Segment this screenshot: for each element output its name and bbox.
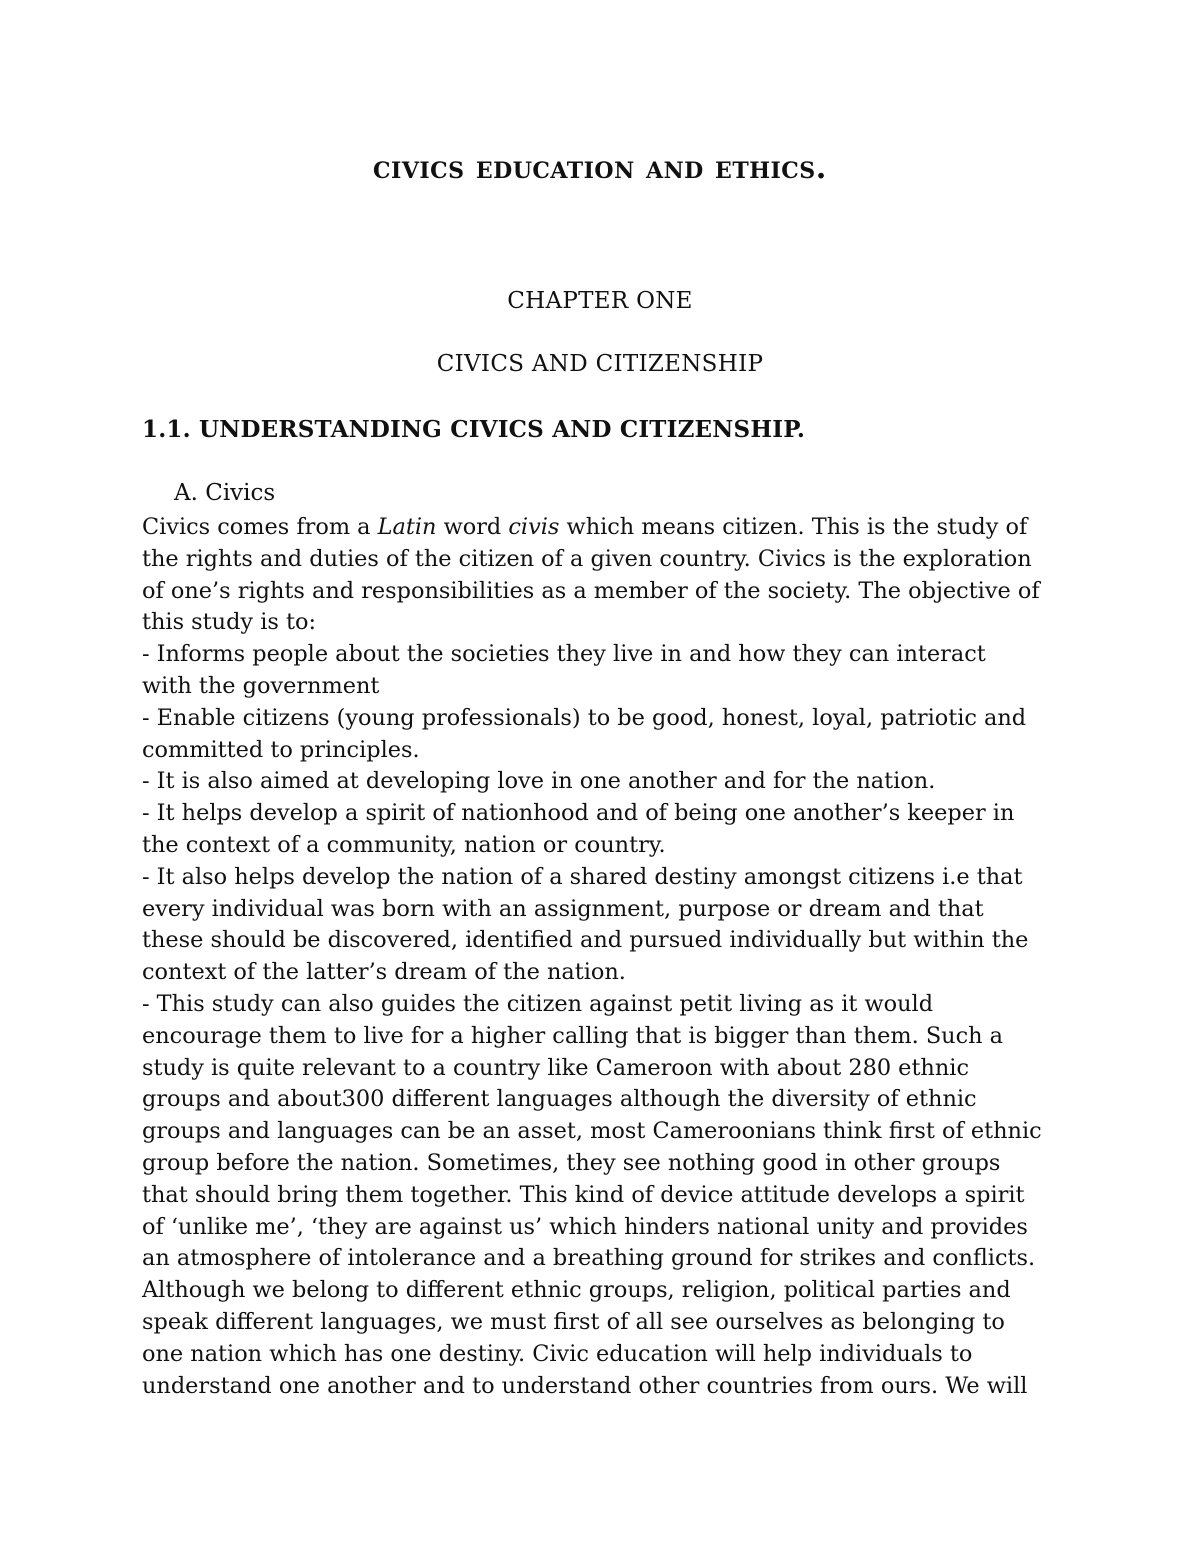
document-title (0, 150, 1200, 186)
body-line: that should bring them together. This kind of device attitude develops a spirit (142, 1181, 1025, 1208)
chapter-label: CHAPTER ONE (507, 288, 693, 314)
body-line: an atmosphere of intolerance and a breathing ground for strikes and conflicts. (142, 1245, 1036, 1272)
subsection-heading: A. Civics (174, 480, 276, 506)
body-lines (142, 544, 1067, 1403)
body-line: understand one another and to understand other countries from ours. We will (142, 1372, 1028, 1399)
body-line: with the government (142, 672, 380, 699)
body-line: - It also helps develop the nation of a shared destiny amongst citizens i.e that (142, 863, 1023, 890)
body-line: this study is to: (142, 609, 316, 636)
body-line: of ‘unlike me’, ‘they are against us’ which hinders national unity and provides (142, 1213, 1028, 1240)
chapter-title: CIVICS AND CITIZENSHIP (436, 351, 764, 377)
body-line: groups and about300 different languages although the diversity of ethnic (142, 1086, 977, 1113)
body-text (142, 512, 1067, 1402)
body-line: - It is also aimed at developing love in one another and for the nation. (142, 768, 936, 795)
body-line: the context of a community, nation or country. (142, 831, 666, 858)
body-line: these should be discovered, identified and pursued individually but within the (142, 927, 1029, 954)
body-line: - Enable citizens (young professionals) to be good, honest, loyal, patriotic and (142, 704, 1027, 731)
intro-latin: Latin (377, 514, 437, 540)
intro-middle: word (436, 514, 509, 540)
body-line: Although we belong to different ethnic groups, religion, political parties and (142, 1277, 1011, 1304)
intro-civis: civis (508, 514, 560, 540)
body-line: the rights and duties of the citizen of a given country. Civics is the exploration (142, 545, 1032, 572)
body-line: encourage them to live for a higher calling that is bigger than them. Such a (142, 1022, 1004, 1049)
intro-before: Civics comes from a (142, 514, 378, 540)
section-heading: 1.1. UNDERSTANDING CIVICS AND CITIZENSHIP. (142, 416, 806, 443)
body-line: - It helps develop a spirit of nationhood and of being one another’s keeper in (142, 800, 1015, 827)
body-line: committed to principles. (142, 736, 420, 763)
body-line: study is quite relevant to a country like Cameroon with about 280 ethnic (142, 1054, 969, 1081)
body-line: group before the nation. Sometimes, they see nothing good in other groups (142, 1149, 1001, 1176)
body-line: speak different languages, we must first of all see ourselves as belonging to (142, 1308, 1005, 1335)
body-line: - This study can also guides the citizen against petit living as it would (142, 990, 934, 1017)
body-line: groups and languages can be an asset, most Cameroonians think first of ethnic (142, 1118, 1042, 1145)
body-line: context of the latter’s dream of the nation. (142, 959, 626, 986)
body-line: every individual was born with an assignment, purpose or dream and that (142, 895, 984, 922)
intro-after: which means citizen. This is the study of (559, 514, 1028, 540)
body-line-intro (142, 512, 1067, 544)
body-line: - Informs people about the societies they live in and how they can interact (142, 641, 986, 668)
body-line: of one’s rights and responsibilities as a member of the society. The objective of (142, 577, 1040, 604)
body-line: one nation which has one destiny. Civic education will help individuals to (142, 1340, 973, 1367)
document-title-text: civics education and ethics. (373, 150, 827, 186)
